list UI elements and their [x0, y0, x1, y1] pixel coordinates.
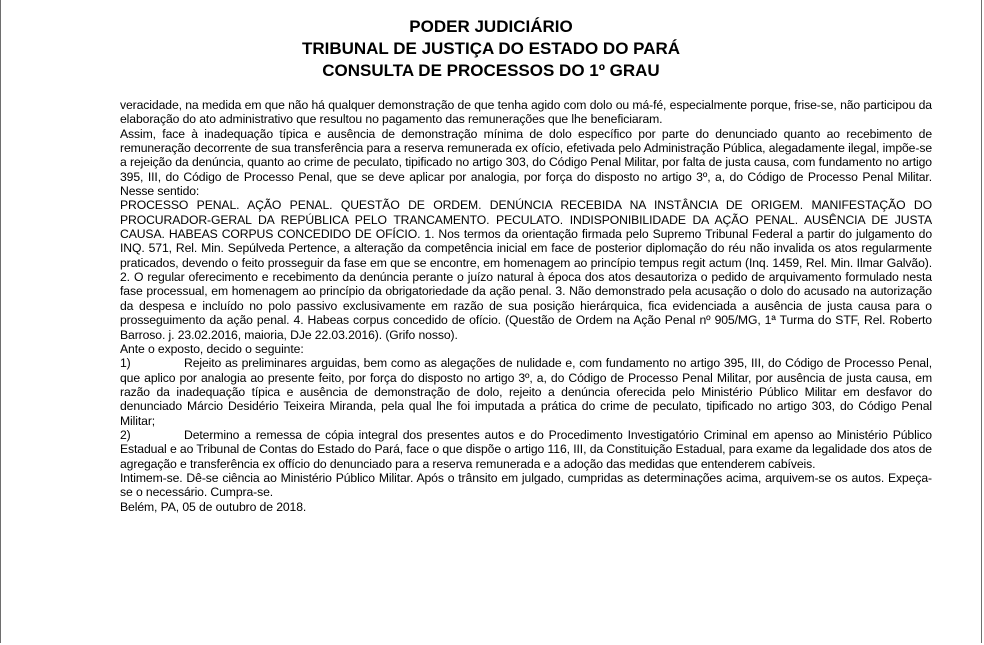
paragraph-assim: Assim, face à inadequação típica e ausência de demonstração mínima de dolo específico por parte do denunciado quanto ao recebimento de remuneração decorrente de sua transferência para a reserva remunerada ex ofício, efetivada pelo Administração Pública, alegadamente ilegal, impõe-se a rejeição da denúncia, quanto ao crime de peculato, tipificado no artigo 303, do Código Penal Militar, por falta de justa causa, com fundamento no artigo 395, III, do Código de Processo Penal, que se deve aplicar por analogia, por força do disposto no artigo 3º, a, do Código de Processo Penal Militar. Nesse sentido: [120, 126, 932, 199]
document-body [120, 98, 932, 514]
paragraph-ante-o-exposto: Ante o exposto, decido o seguinte: [120, 341, 304, 356]
item-2-number: 2) [120, 427, 131, 442]
paragraph-veracidade: veracidade, na medida em que não há qualquer demonstração de que tenha agido com dolo ou má-fé, especialmente porque, frise-se, não participou da elaboração do ato administrativo que resultou no pagamento das remunerações que lhe beneficiaram. [120, 98, 932, 127]
header-line-2: TRIBUNAL DE JUSTIÇA DO ESTADO DO PARÁ [301, 39, 681, 58]
document-header [1, 0, 981, 82]
item-2-text: Determino a remessa de cópia integral dos presentes autos e do Procedimento Investigatório Criminal em apenso ao Ministério Público Estadual e ao Tribunal de Contas do Estado do Pará, face o que dispõe o artigo 116, III, da Constituição Estadual, para exame da legalidade dos atos de agregação e transferência ex offício do denunciado para a reserva remunerada e a adoção das medidas que entenderem cabíveis. [120, 427, 932, 471]
item-1-number: 1) [120, 356, 131, 371]
item-1-text: Rejeito as preliminares arguidas, bem como as alegações de nulidade e, com fundamento no artigo 395, III, do Código de Processo Penal, que aplico por analogia ao presente feito, por força do disposto no artigo 3º, a, do Código de Processo Penal Militar, por ausência de justa causa, em razão da inadequação típica e ausência de demonstração de dolo, rejeito a denúncia oferecida pelo Ministério Público Militar em desfavor do denunciado Márcio Desidério Teixeira Miranda, pela qual lhe foi imputada a prática do crime de peculato, tipificado no artigo 303, do Código Penal Militar; [120, 356, 932, 428]
decision-item-2 [120, 428, 932, 471]
header-line-3: CONSULTA DE PROCESSOS DO 1º GRAU [322, 61, 660, 80]
decision-item-1 [120, 356, 932, 428]
paragraph-intimem-se: Intimem-se. Dê-se ciência ao Ministério Público Militar. Após o trânsito em julgado, cumpridas as determinações acima, arquivem-se os autos. Expeça-se o necessário. Cumpra-se. [120, 470, 932, 500]
paragraph-date-place: Belém, PA, 05 de outubro de 2018. [120, 499, 307, 514]
header-line-1: PODER JUDICIÁRIO [409, 17, 573, 36]
paragraph-ementa: PROCESSO PENAL. AÇÃO PENAL. QUESTÃO DE ORDEM. DENÚNCIA RECEBIDA NA INSTÂNCIA DE ORIGEM. MANIFESTAÇÃO DO PROCURADOR-GERAL DA REPÚBLICA PELO TRANCAMENTO. PECULATO. INDISPONIBILIDADE DA AÇÃO PENAL. AUSÊNCIA DE JUSTA CAUSA. HABEAS CORPUS CONCEDIDO DE OFÍCIO. 1. Nos termos da orientação firmada pelo Supremo Tribunal Federal a partir do julgamento do INQ. 571, Rel. Min. Sepúlveda Pertence, a alteração da competência inicial em face de posterior diplomação do réu não invalida os atos regularmente praticados, devendo o feito prosseguir da fase em que se encontre, em homenagem ao princípio tempus regit actum (Inq. 1459, Rel. Min. Ilmar Galvão). 2. O regular oferecimento e recebimento da denúncia perante o juízo natural à época dos atos desautoriza o pedido de arquivamento formulado nesta fase processual, em homenagem ao princípio da obrigatoriedade da ação penal. 3. Não demonstrado pela acusação o dolo do acusado na autorização da despesa e incluído no polo passivo exclusivamente em razão de sua posição hierárquica, fica evidenciada a ausência de justa causa para o prosseguimento da ação penal. 4. Habeas corpus concedido de ofício. (Questão de Ordem na Ação Penal nº 905/MG, 1ª Turma do STF, Rel. Roberto Barroso. j. 23.02.2016, maioria, DJe 22.03.2016). (Grifo nosso). [120, 198, 932, 342]
